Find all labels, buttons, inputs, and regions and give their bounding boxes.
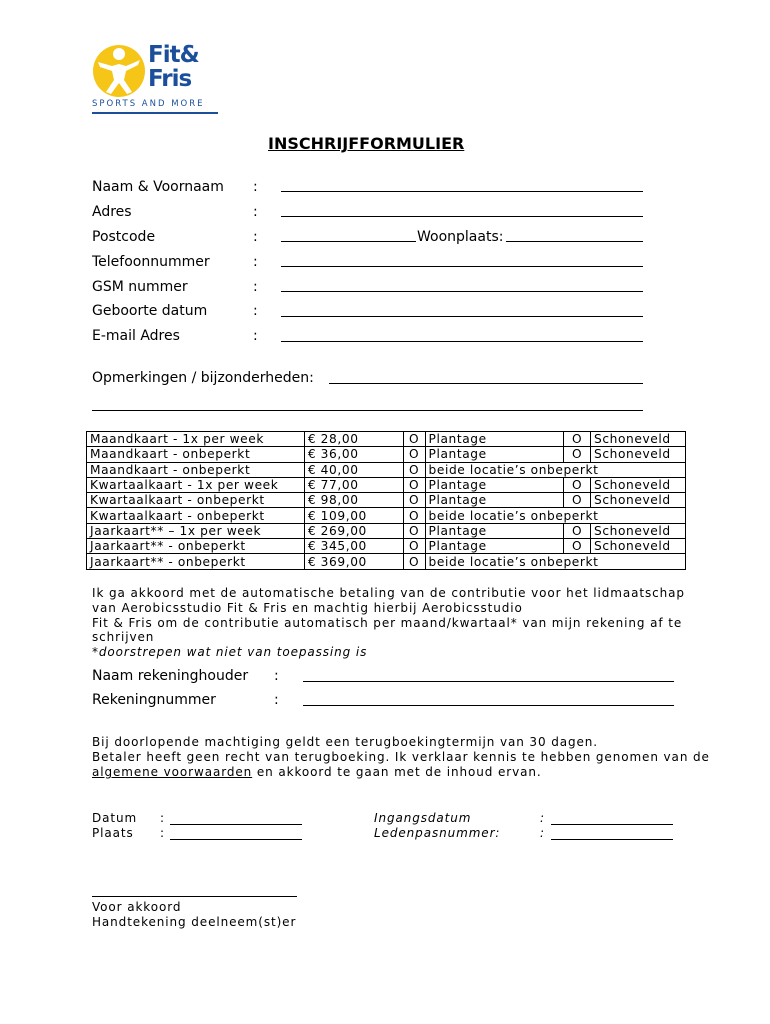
phone-input-line[interactable]	[281, 266, 643, 267]
field-colon: :	[160, 826, 165, 840]
table-row	[87, 523, 686, 538]
member-card-input-line[interactable]	[551, 839, 673, 840]
field-label-phone: Telefoonnummer	[92, 254, 210, 270]
location-cell: Plantage	[425, 523, 564, 538]
field-colon: :	[274, 692, 279, 708]
gsm-input-line[interactable]	[281, 291, 643, 292]
card-type-cell: Kwartaalkaart - 1x per week	[87, 477, 305, 492]
field-label-postcode: Postcode	[92, 229, 156, 245]
field-label-gsm: GSM nummer	[92, 279, 188, 295]
option-circle-2[interactable]: O	[564, 539, 591, 554]
field-colon: :	[253, 279, 258, 295]
field-label-address: Adres	[92, 204, 132, 220]
card-type-cell: Kwartaalkaart - onbeperkt	[87, 508, 305, 523]
field-colon: :	[274, 668, 279, 684]
city-input-line[interactable]	[506, 241, 643, 242]
price-cell: € 28,00	[304, 432, 403, 447]
table-row	[87, 539, 686, 554]
location-cell: Plantage	[425, 539, 564, 554]
location-cell-2: Schoneveld	[591, 493, 686, 508]
option-circle-2[interactable]: O	[564, 447, 591, 462]
card-type-cell: Jaarkaart** - onbeperkt	[87, 554, 305, 569]
option-circle-2[interactable]: O	[564, 493, 591, 508]
agreement-text-4: schrijven	[92, 630, 155, 644]
location-cell-2: Schoneveld	[591, 432, 686, 447]
field-label-email: E-mail Adres	[92, 328, 180, 344]
location-cell-2: Schoneveld	[591, 477, 686, 492]
name-input-line[interactable]	[281, 191, 643, 192]
location-cell: Plantage	[425, 477, 564, 492]
field-colon: :	[253, 328, 258, 344]
card-type-cell: Maandkaart - onbeperkt	[87, 462, 305, 477]
form-title: INSCHRIJFFORMULIER	[268, 134, 465, 153]
signature-label-2: Handtekening deelneem(st)er	[92, 915, 297, 929]
birthdate-input-line[interactable]	[281, 316, 643, 317]
card-type-cell: Maandkaart - onbeperkt	[87, 447, 305, 462]
table-row	[87, 447, 686, 462]
location-cell: Plantage	[425, 493, 564, 508]
logo-text-fris: Fris	[148, 66, 192, 92]
field-colon: :	[253, 204, 258, 220]
location-cell-2: Schoneveld	[591, 447, 686, 462]
price-cell: € 77,00	[304, 477, 403, 492]
option-circle-1[interactable]: O	[403, 493, 425, 508]
place-label: Plaats	[92, 826, 134, 840]
table-row	[87, 508, 686, 523]
membership-table	[86, 431, 686, 570]
agreement-text-1: Ik ga akkoord met de automatische betaling van de contributie voor het lidmaatschap	[92, 586, 685, 600]
agreement-text-3: Fit & Fris om de contributie automatisch per maand/kwartaal* van mijn rekening af te	[92, 616, 683, 630]
date-input-line[interactable]	[170, 824, 302, 825]
email-input-line[interactable]	[281, 341, 643, 342]
price-cell: € 269,00	[304, 523, 403, 538]
table-row	[87, 554, 686, 569]
card-type-cell: Maandkaart - 1x per week	[87, 432, 305, 447]
option-circle-1[interactable]: O	[403, 447, 425, 462]
field-colon: :	[253, 254, 258, 270]
location-cell: beide locatie’s onbeperkt	[425, 462, 685, 477]
card-type-cell: Kwartaalkaart - onbeperkt	[87, 493, 305, 508]
field-label-birthdate: Geboorte datum	[92, 303, 208, 319]
option-circle-2[interactable]: O	[564, 477, 591, 492]
account-number-input-line[interactable]	[303, 705, 674, 706]
mandate-text-2: Betaler heeft geen recht van terugboeking. Ik verklaar kennis te hebben genomen van de	[92, 750, 710, 764]
option-circle-1[interactable]: O	[403, 432, 425, 447]
card-type-cell: Jaarkaart** – 1x per week	[87, 523, 305, 538]
option-circle-2[interactable]: O	[564, 432, 591, 447]
logo-text-fit: Fit&	[148, 42, 199, 68]
field-label-name: Naam & Voornaam	[92, 179, 224, 195]
remarks-label: Opmerkingen / bijzonderheden:	[92, 370, 314, 386]
address-input-line[interactable]	[281, 216, 643, 217]
table-row	[87, 477, 686, 492]
account-number-label: Rekeningnummer	[92, 692, 216, 708]
mandate-text-3: algemene voorwaarden en akkoord te gaan met de inhoud ervan.	[92, 765, 542, 779]
fit-fris-logo	[92, 42, 222, 116]
logo-tagline: SPORTS AND MORE	[92, 99, 205, 109]
price-cell: € 369,00	[304, 554, 403, 569]
table-row	[87, 493, 686, 508]
table-row	[87, 462, 686, 477]
option-circle-2[interactable]: O	[564, 523, 591, 538]
option-circle-1[interactable]: O	[403, 539, 425, 554]
field-colon: :	[253, 229, 258, 245]
location-cell: Plantage	[425, 447, 564, 462]
agreement-text-2: van Aerobicsstudio Fit & Fris en machtig hierbij Aerobicsstudio	[92, 601, 523, 615]
start-date-input-line[interactable]	[551, 824, 673, 825]
strike-through-note: *doorstrepen wat niet van toepassing is	[92, 645, 368, 659]
signature-line[interactable]	[92, 896, 297, 897]
account-holder-label: Naam rekeninghouder	[92, 668, 249, 684]
place-input-line[interactable]	[170, 839, 302, 840]
option-circle-1[interactable]: O	[403, 462, 425, 477]
option-circle-1[interactable]: O	[403, 554, 425, 569]
location-cell: beide locatie’s onbeperkt	[425, 508, 685, 523]
location-cell: beide locatie’s onbeperkt	[425, 554, 685, 569]
field-colon: :	[253, 303, 258, 319]
price-cell: € 109,00	[304, 508, 403, 523]
field-label-city: Woonplaats:	[417, 229, 504, 245]
account-holder-input-line[interactable]	[303, 681, 674, 682]
option-circle-1[interactable]: O	[403, 508, 425, 523]
card-type-cell: Jaarkaart** - onbeperkt	[87, 539, 305, 554]
date-label: Datum	[92, 811, 138, 825]
location-cell: Plantage	[425, 432, 564, 447]
mandate-text-1: Bij doorlopende machtiging geldt een terugboekingtermijn van 30 dagen.	[92, 735, 599, 749]
option-circle-1[interactable]: O	[403, 477, 425, 492]
price-cell: € 40,00	[304, 462, 403, 477]
price-cell: € 98,00	[304, 493, 403, 508]
field-colon: :	[540, 826, 545, 840]
field-colon: :	[253, 179, 258, 195]
price-cell: € 36,00	[304, 447, 403, 462]
terms-link[interactable]: algemene voorwaarden	[92, 765, 253, 779]
field-colon: :	[160, 811, 165, 825]
signature-label-1: Voor akkoord	[92, 900, 182, 914]
option-circle-1[interactable]: O	[403, 523, 425, 538]
location-cell-2: Schoneveld	[591, 523, 686, 538]
postcode-input-line[interactable]	[281, 241, 416, 242]
start-date-label: Ingangsdatum	[374, 811, 472, 825]
location-cell-2: Schoneveld	[591, 539, 686, 554]
table-row	[87, 432, 686, 447]
logo-rule	[92, 112, 218, 114]
price-cell: € 345,00	[304, 539, 403, 554]
logo-figure-icon	[92, 42, 148, 100]
remarks-input-line-2[interactable]	[92, 410, 643, 411]
remarks-input-line-1[interactable]	[329, 383, 643, 384]
member-card-label: Ledenpasnummer:	[374, 826, 501, 840]
field-colon: :	[540, 811, 545, 825]
